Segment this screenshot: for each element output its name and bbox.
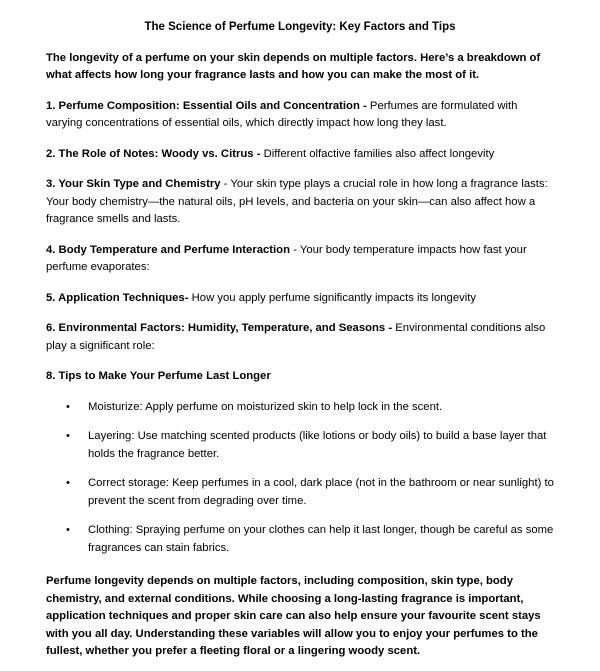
section-heading-2: 2. The Role of Notes: Woody vs. Citrus - [46,147,261,160]
section-body-2: Different olfactive families also affect longevity [260,147,495,160]
section-heading-5: 5. Application Techniques- [46,291,189,304]
section-paragraph-2 [46,146,554,164]
section-paragraph-4 [46,242,554,277]
section-heading-6: 6. Environmental Factors: Humidity, Temperature, and Seasons - [46,322,393,335]
section-body-1: Perfumes are formulated with varying concentrations of essential oils, which directly impact how long they last. [46,99,518,130]
page-title: The Science of Perfume Longevity: Key Factors and Tips [144,21,456,33]
list-item: • Layering: Use matching scented products (like lotions or body oils) to build a base layer that holds the fragrance better. [86,428,554,463]
closing-paragraph: Perfume longevity depends on multiple factors, including composition, skin type, body chemistry, and external conditions. While choosing a long-lasting fragrance is important, application techniques and proper skin care can also help ensure your favourite scent stays with you all day. Understanding these variables will allow you to enjoy your perfumes to the fullest, whether you prefer a fleeting floral or a lingering woody scent. [46,575,541,658]
section-paragraph-5 [46,290,554,308]
intro-paragraph: The longevity of a perfume on your skin depends on multiple factors. Here’s a breakdown of what affects how long your fragrance lasts and how you can make the most of it. [46,51,541,82]
section-body-3: - Your skin type plays a crucial role in how long a fragrance lasts: Your body chemistry—the natural oils, pH levels, and bacteria on your skin—can also affect how a fragrance smells and lasts. [46,178,548,226]
list-item: • Moisturize: Apply perfume on moisturized skin to help lock in the scent. [86,399,554,417]
section-body-4: - Your body temperature impacts how fast your perfume evaporates: [46,243,527,274]
tips-list [46,399,554,558]
section-paragraph-6 [46,320,554,355]
section-heading-1: 1. Perfume Composition: Essential Oils and Concentration - [46,99,367,112]
section-paragraph-3 [46,176,554,229]
list-item: • Clothing: Spraying perfume on your clothes can help it last longer, though be careful as some fragrances can stain fabrics. [86,522,554,557]
section-heading-4: 4. Body Temperature and Perfume Interaction [46,243,290,256]
section-body-5: How you apply perfume significantly impacts its longevity [188,291,477,304]
section-paragraph-1 [46,98,554,133]
list-item: • Correct storage: Keep perfumes in a cool, dark place (not in the bathroom or near sunlight) to prevent the scent from degrading over time. [86,475,554,510]
tips-heading: 8. Tips to Make Your Perfume Last Longer [46,370,271,383]
section-body-6: Environmental conditions also play a significant role: [46,322,546,352]
section-heading-3: 3. Your Skin Type and Chemistry [46,178,221,191]
